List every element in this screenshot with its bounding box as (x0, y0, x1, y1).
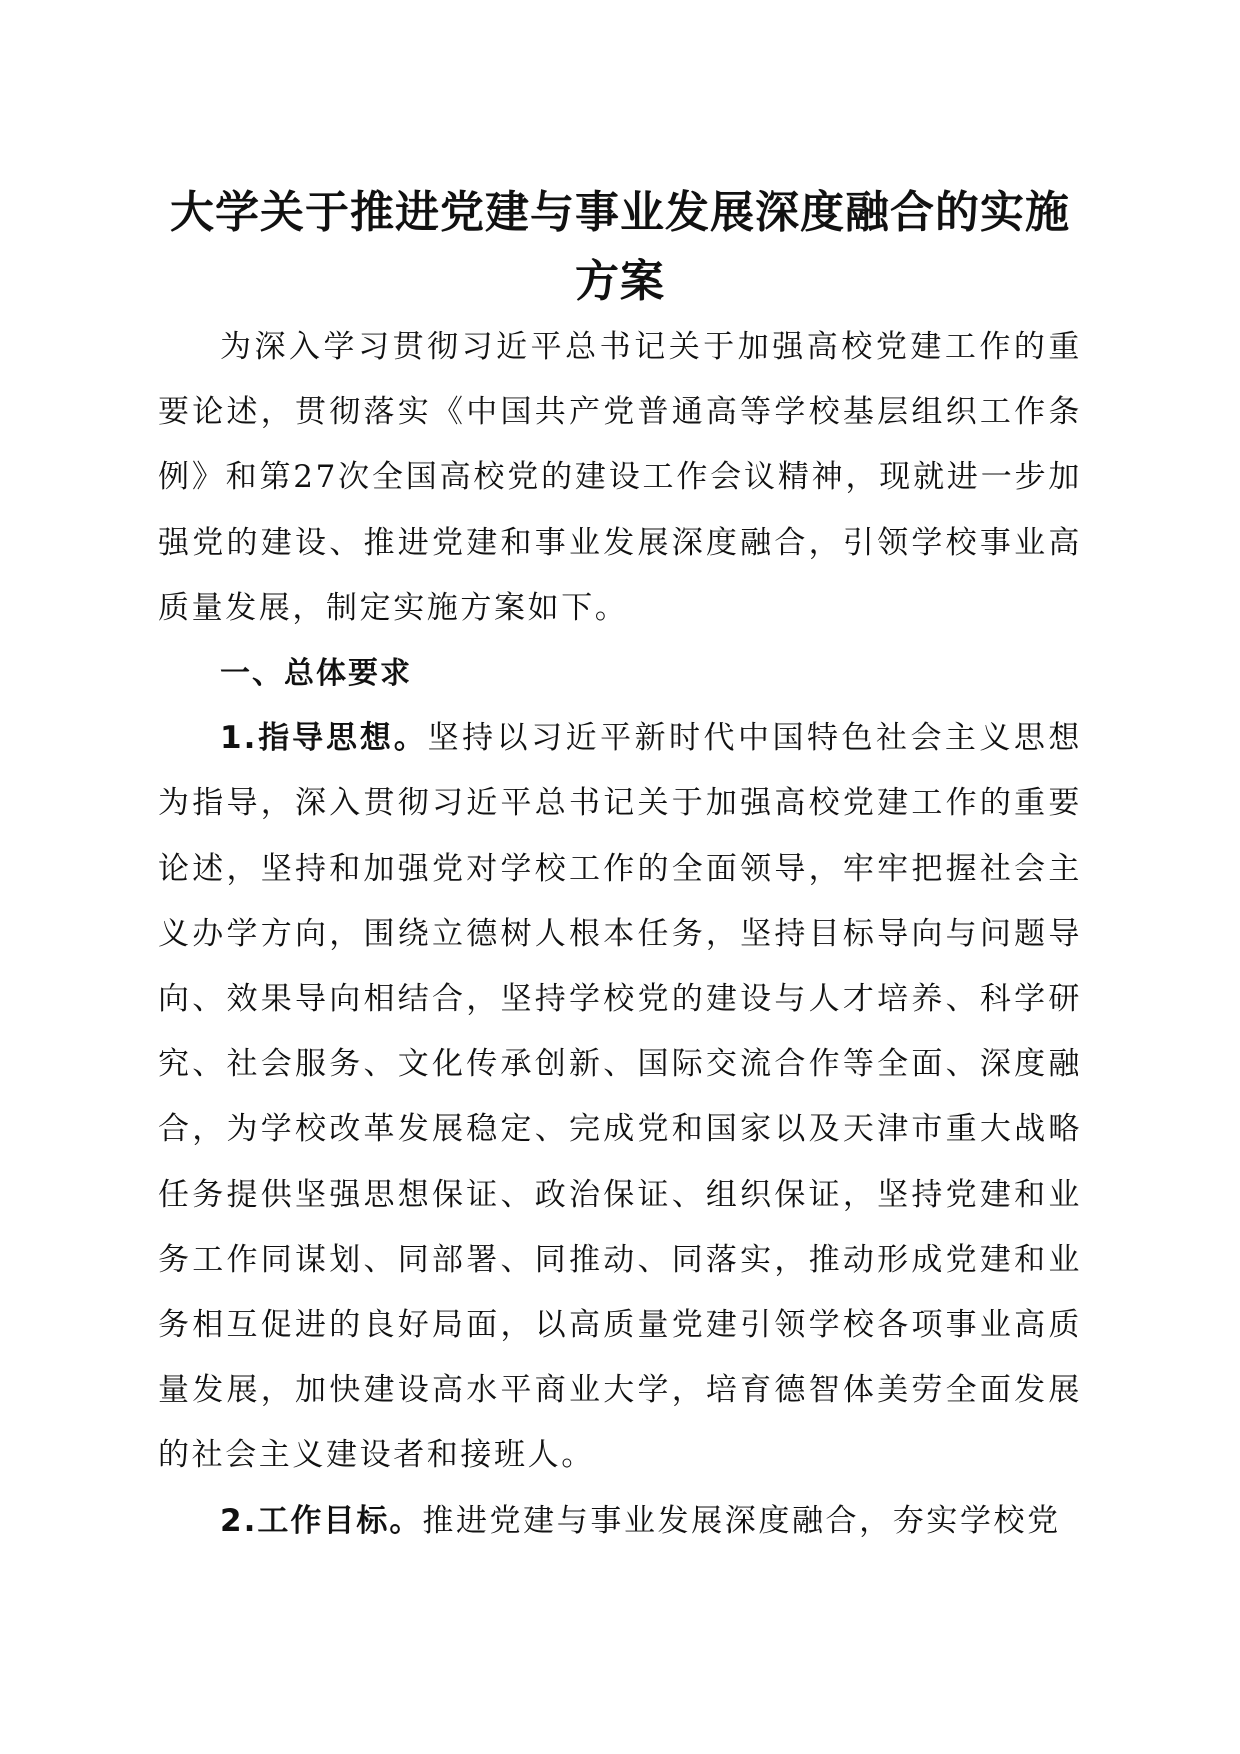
guiding-ideology-lead: 1.指导思想。 (220, 720, 428, 757)
work-goals-paragraph (158, 1489, 1082, 1554)
section-heading: 一、总体要求 (220, 656, 412, 692)
work-goals-lead: 2.工作目标。 (220, 1502, 423, 1539)
intro-paragraph: 为深入学习贯彻习近平总书记关于加强高校党建工作的重要论述，贯彻落实《中国共产党普通高等学校基层组织工作条例》和第27次全国高校党的建设工作会议精神，现就进一步加强党的建设、推进党建和事业发展深度融合，引领学校事业高质量发展，制定实施方案如下。 (158, 329, 1082, 626)
document-body (158, 315, 1082, 1554)
work-goals-text: 推进党建与事业发展深度融合，夯实学校党 (422, 1502, 1061, 1539)
document-title: 大学关于推进党建与事业发展深度融合的实施方案 (170, 187, 1070, 307)
guiding-ideology-paragraph (158, 706, 1082, 1488)
guiding-ideology-text: 坚持以习近平新时代中国特色社会主义思想为指导，深入贯彻习近平总书记关于加强高校党建工作的重要论述，坚持和加强党对学校工作的全面领导，牢牢把握社会主义办学方向，围绕立德树人根本任务，坚持目标导向与问题导向、效果导向相结合，坚持学校党的建设与人才培养、科学研究、社会服务、文化传承创新、国际交流合作等全面、深度融合，为学校改革发展稳定、完成党和国家以及天津市重大战略任务提供坚强思想保证、政治保证、组织保证，坚持党建和业务工作同谋划、同部署、同推动、同落实，推动形成党建和业务相互促进的良好局面，以高质量党建引领学校各项事业高质量发展，加快建设高水平商业大学，培育德智体美劳全面发展的社会主义建设者和接班人。 (158, 720, 1082, 1474)
